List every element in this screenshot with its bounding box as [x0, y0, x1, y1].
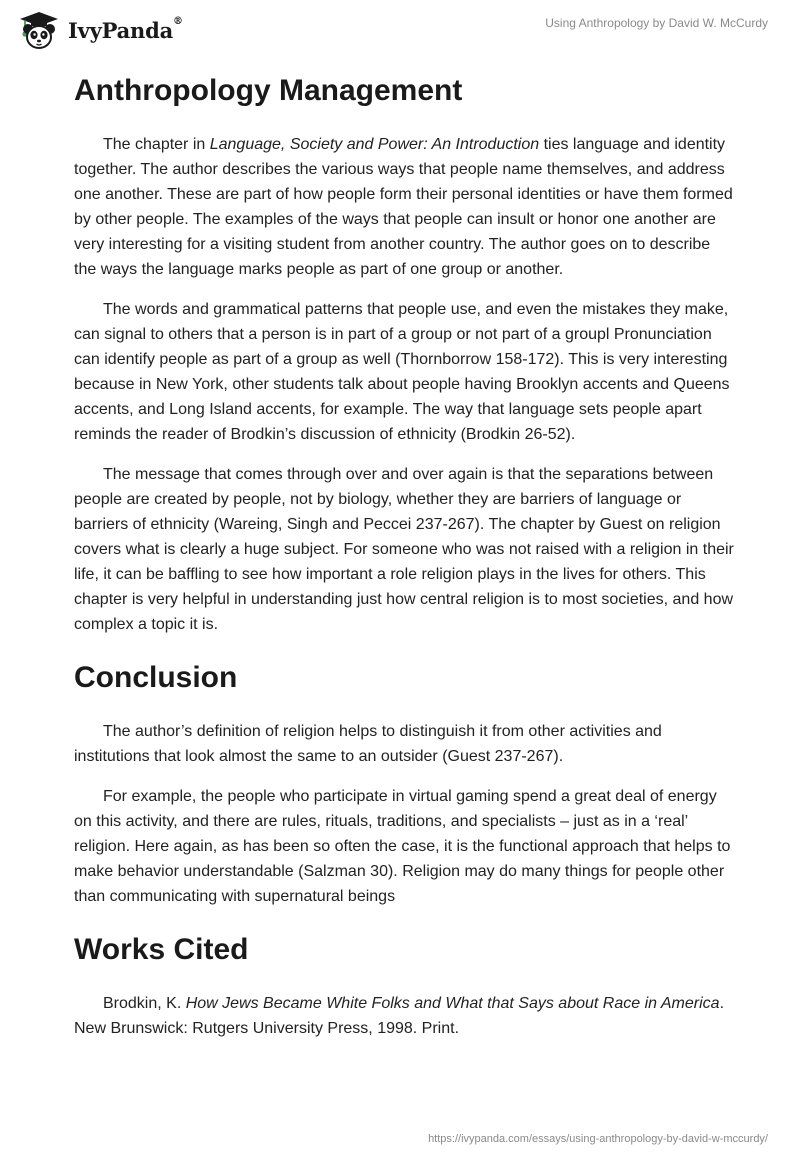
paragraph: For example, the people who participate in virtual gaming spend a great deal of energy on this activity, and there are rules, rituals, traditions, and specialists – just as in a ‘real’ religion. Here again, as has been so often the case, it is the functional approach that helps to make behavior understandable (Salzman 30). Religion may do many things for people other than communicating with supernatural beings [74, 788, 731, 905]
book-title: Language, Society and Power: An Introduction [209, 136, 540, 153]
paragraph: The message that comes through over and over again is that the separations between people are created by people, not by biology, whether they are barriers of language or barriers of ethnicity (Wareing, Singh and Peccei 237-267). The chapter by Guest on religion covers what is clearly a huge subject. For someone who was not raised with a religion in their life, it can be baffling to see how important a role religion plays in the lives for others. This chapter is very helpful in understanding just how central religion is to most societies, and how complex a topic it is. [74, 466, 734, 633]
document-title: Using Anthropology by David W. McCurdy [545, 16, 768, 30]
brand-name: IvyPanda® [68, 15, 183, 43]
ivypanda-logo[interactable] [16, 10, 183, 50]
source-url[interactable]: https://ivypanda.com/essays/using-anthropology-by-david-w-mccurdy/ [428, 1133, 768, 1145]
paragraph: The author’s definition of religion helps to distinguish it from other activities and institutions that look almost the same to an outsider (Guest 237-267). [74, 723, 662, 765]
essay-content [74, 72, 734, 1056]
panda-graduate-icon [16, 10, 62, 50]
section-heading-conclusion: Conclusion [74, 661, 238, 694]
citation-entry: Brodkin, K. How Jews Became White Folks and What that Says about Race in America. New Brunswick: Rutgers University Press, 1998. Print. [74, 995, 725, 1037]
citation-title: How Jews Became White Folks and What that Says about Race in America [185, 995, 720, 1012]
section-heading-works-cited: Works Cited [74, 933, 249, 966]
page-header [0, 0, 800, 64]
paragraph: The words and grammatical patterns that people use, and even the mistakes they make, can signal to others that a person is in part of a group or not part of a groupl Pronunciation can identify people as part of a group as well (Thornborrow 158-172). This is very interesting because in New York, other students talk about people having Brooklyn accents and Queens accents, and Long Island accents, for example. The way that language sets people apart reminds the reader of Brodkin’s discussion of ethnicity (Brodkin 26-52). [74, 301, 730, 443]
section-heading-main: Anthropology Management [74, 74, 463, 107]
paragraph: The chapter in Language, Society and Power: An Introduction ties language and identity together. The author describes the various ways that people name themselves, and address one another. These are part of how people form their personal identities or have them formed by other people. The examples of the ways that people can insult or honor one another are very interesting for a visiting student from another country. The author goes on to describe the ways the language marks people as part of one group or another. [74, 136, 733, 278]
